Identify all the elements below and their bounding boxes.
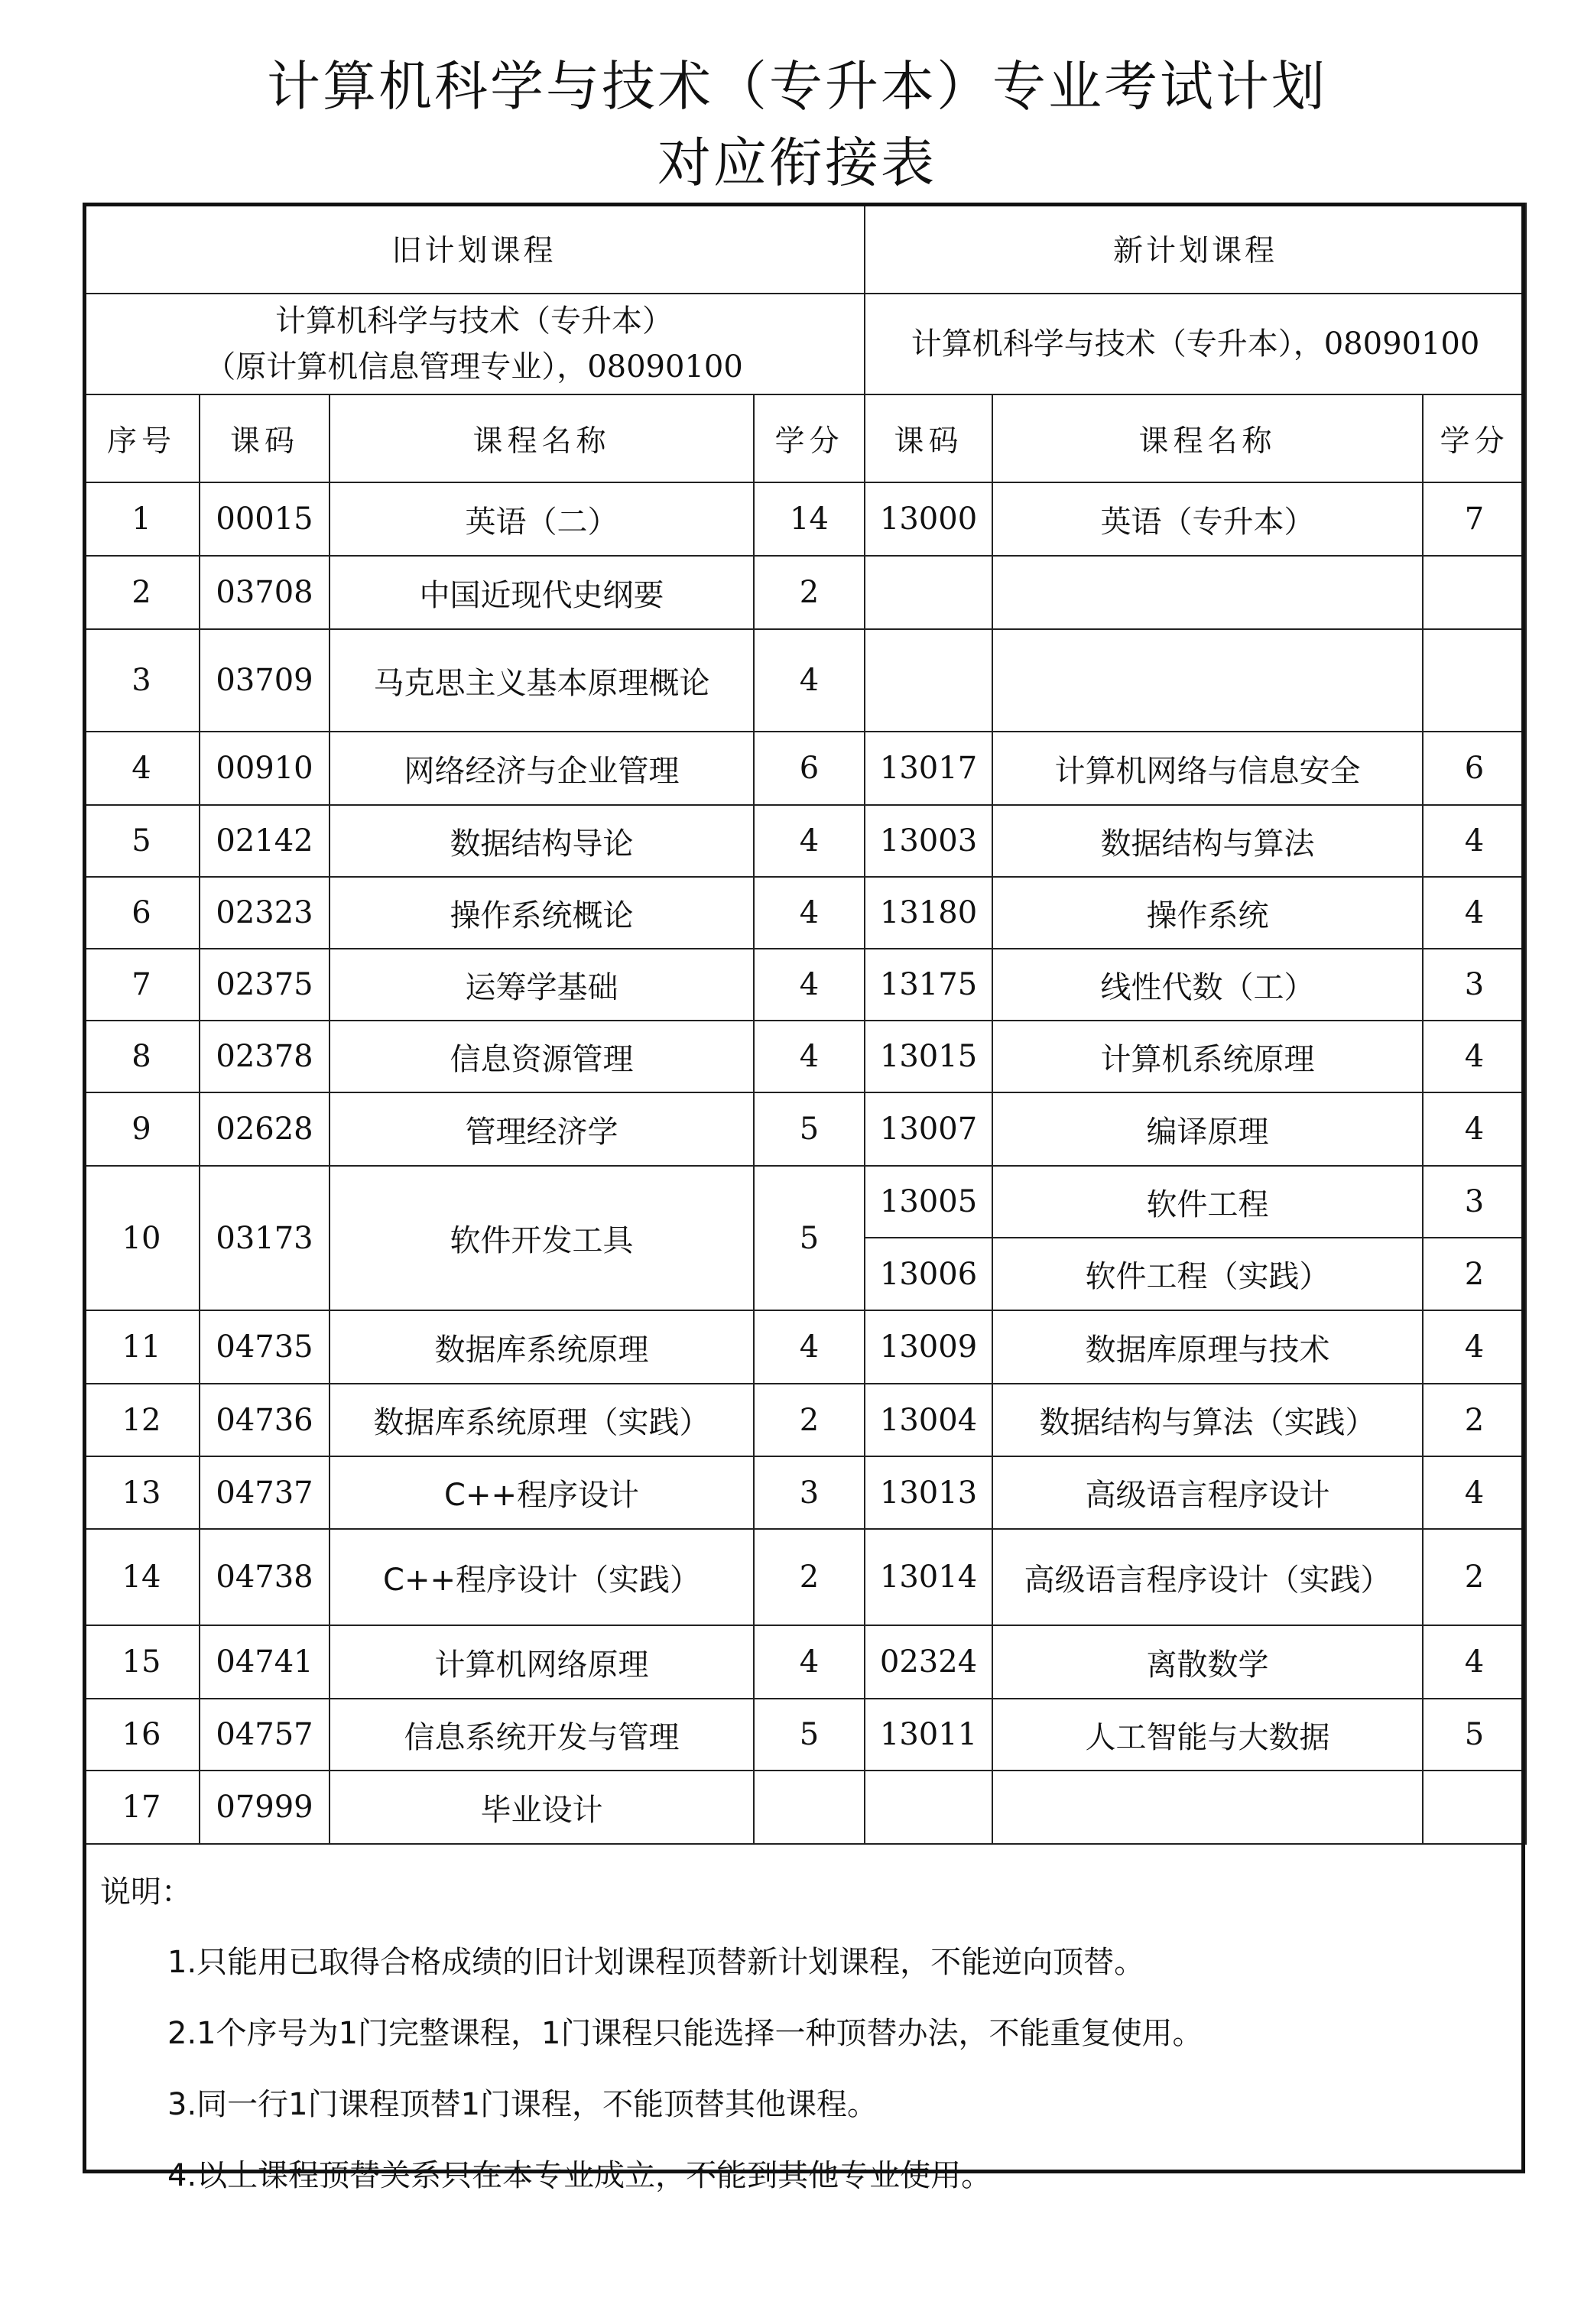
old-name-cell: 计算机网络原理	[330, 1625, 754, 1699]
new-credit-cell: 4	[1423, 877, 1526, 949]
note-item: 2.1个序号为1门完整课程，1门课程只能选择一种顶替办法，不能重复使用。	[167, 2016, 1203, 2051]
new-code-cell: 13003	[865, 805, 992, 877]
old-code-cell: 03708	[200, 556, 330, 629]
new-code-cell: 13011	[865, 1699, 992, 1771]
old-credit-cell: 4	[754, 1625, 865, 1699]
new-name-cell: 离散数学	[992, 1625, 1423, 1699]
old-code-cell: 02323	[200, 877, 330, 949]
new-credit-cell: 4	[1423, 1625, 1526, 1699]
old-code-cell: 00015	[200, 482, 330, 556]
new-name-cell: 数据库原理与技术	[992, 1310, 1423, 1384]
new-code-cell: 13009	[865, 1310, 992, 1384]
new-credit-cell: 4	[1423, 805, 1526, 877]
old-code-cell: 02375	[200, 949, 330, 1021]
col-header-old-name: 课程名称	[330, 394, 754, 482]
new-program-line: 计算机科学与技术（专升本），08090100	[911, 326, 1480, 362]
old-name-cell: 数据结构导论	[330, 805, 754, 877]
col-header-old-credit: 学分	[754, 394, 865, 482]
old-name-cell: 管理经济学	[330, 1092, 754, 1166]
old-credit-cell: 14	[754, 482, 865, 556]
old-program-line1: 计算机科学与技术（专升本）	[275, 303, 673, 339]
table-frame	[83, 203, 1525, 2173]
old-credit-cell: 4	[754, 1021, 865, 1092]
new-name-cell: 高级语言程序设计	[992, 1456, 1423, 1529]
old-name-cell: C++程序设计	[330, 1456, 754, 1529]
old-plan-heading: 旧计划课程	[83, 203, 865, 294]
new-credit-cell: 4	[1423, 1092, 1526, 1166]
seq-cell: 3	[83, 629, 200, 732]
old-name-cell: 操作系统概论	[330, 877, 754, 949]
new-code-cell: 13175	[865, 949, 992, 1021]
new-credit-cell: 3	[1423, 1166, 1526, 1238]
seq-cell: 5	[83, 805, 200, 877]
old-credit-cell: 5	[754, 1092, 865, 1166]
seq-cell: 6	[83, 877, 200, 949]
old-code-cell: 04738	[200, 1529, 330, 1625]
new-code-cell: 13006	[865, 1238, 992, 1310]
old-credit-cell: 5	[754, 1699, 865, 1771]
seq-cell: 15	[83, 1625, 200, 1699]
old-credit-cell: 4	[754, 629, 865, 732]
old-name-cell: 马克思主义基本原理概论	[330, 629, 754, 732]
old-code-cell: 02142	[200, 805, 330, 877]
new-name-cell: 人工智能与大数据	[992, 1699, 1423, 1771]
old-code-cell: 02378	[200, 1021, 330, 1092]
old-code-cell: 04757	[200, 1699, 330, 1771]
old-code-cell: 00910	[200, 732, 330, 805]
seq-cell: 2	[83, 556, 200, 629]
new-credit-cell: 6	[1423, 732, 1526, 805]
old-name-cell: 信息资源管理	[330, 1021, 754, 1092]
old-code-cell: 04741	[200, 1625, 330, 1699]
new-name-cell: 线性代数（工）	[992, 949, 1423, 1021]
old-code-cell: 04735	[200, 1310, 330, 1384]
seq-cell: 1	[83, 482, 200, 556]
col-header-old-code: 课码	[200, 394, 330, 482]
old-credit-cell: 5	[754, 1166, 865, 1310]
new-credit-cell: 2	[1423, 1384, 1526, 1456]
old-name-cell: 软件开发工具	[330, 1166, 754, 1310]
new-code-cell: 13015	[865, 1021, 992, 1092]
new-code-cell: 13180	[865, 877, 992, 949]
new-credit-cell: 4	[1423, 1456, 1526, 1529]
old-name-cell: 网络经济与企业管理	[330, 732, 754, 805]
old-credit-cell: 4	[754, 877, 865, 949]
new-name-cell: 数据结构与算法	[992, 805, 1423, 877]
new-code-cell: 13013	[865, 1456, 992, 1529]
seq-cell: 9	[83, 1092, 200, 1166]
new-name-cell: 数据结构与算法（实践）	[992, 1384, 1423, 1456]
seq-cell: 14	[83, 1529, 200, 1625]
new-credit-cell: 2	[1423, 1238, 1526, 1310]
new-credit-cell: 2	[1423, 1529, 1526, 1625]
new-name-cell: 计算机网络与信息安全	[992, 732, 1423, 805]
seq-cell: 16	[83, 1699, 200, 1771]
old-name-cell: 英语（二）	[330, 482, 754, 556]
new-code-cell: 13017	[865, 732, 992, 805]
old-name-cell: 中国近现代史纲要	[330, 556, 754, 629]
old-name-cell: 毕业设计	[330, 1771, 754, 1844]
new-credit-cell: 5	[1423, 1699, 1526, 1771]
new-credit-cell: 7	[1423, 482, 1526, 556]
new-code-cell: 02324	[865, 1625, 992, 1699]
old-code-cell: 07999	[200, 1771, 330, 1844]
old-credit-cell: 2	[754, 1384, 865, 1456]
new-code-cell: 13000	[865, 482, 992, 556]
note-item: 3.同一行1门课程顶替1门课程，不能顶替其他课程。	[167, 2087, 878, 2122]
old-code-cell: 03173	[200, 1166, 330, 1310]
seq-cell: 17	[83, 1771, 200, 1844]
old-credit-cell: 6	[754, 732, 865, 805]
old-code-cell: 03709	[200, 629, 330, 732]
old-name-cell: C++程序设计（实践）	[330, 1529, 754, 1625]
new-name-cell: 编译原理	[992, 1092, 1423, 1166]
col-header-seq: 序号	[83, 394, 200, 482]
old-name-cell: 数据库系统原理	[330, 1310, 754, 1384]
seq-cell: 11	[83, 1310, 200, 1384]
old-credit-cell: 4	[754, 1310, 865, 1384]
old-credit-cell: 2	[754, 1529, 865, 1625]
seq-cell: 12	[83, 1384, 200, 1456]
old-program-line2: （原计算机信息管理专业），08090100	[205, 349, 743, 385]
notes-title: 说明：	[100, 1874, 192, 1910]
note-item: 4.以上课程顶替关系只在本专业成立，不能到其他专业使用。	[167, 2158, 992, 2193]
new-name-cell: 高级语言程序设计（实践）	[992, 1529, 1423, 1625]
old-credit-cell: 3	[754, 1456, 865, 1529]
new-name-cell: 软件工程	[992, 1166, 1423, 1238]
new-code-cell: 13007	[865, 1092, 992, 1166]
new-name-cell: 操作系统	[992, 877, 1423, 949]
new-name-cell: 计算机系统原理	[992, 1021, 1423, 1092]
page-subtitle: 对应衔接表	[657, 131, 937, 194]
col-header-new-credit: 学分	[1423, 394, 1526, 482]
seq-cell: 10	[83, 1166, 200, 1310]
new-code-cell: 13004	[865, 1384, 992, 1456]
old-name-cell: 数据库系统原理（实践）	[330, 1384, 754, 1456]
note-item: 1.只能用已取得合格成绩的旧计划课程顶替新计划课程，不能逆向顶替。	[167, 1945, 1145, 1980]
old-credit-cell: 4	[754, 805, 865, 877]
old-code-cell: 04737	[200, 1456, 330, 1529]
seq-cell: 7	[83, 949, 200, 1021]
new-credit-cell: 4	[1423, 1310, 1526, 1384]
old-name-cell: 信息系统开发与管理	[330, 1699, 754, 1771]
new-name-cell: 软件工程（实践）	[992, 1238, 1423, 1310]
new-name-cell: 英语（专升本）	[992, 482, 1423, 556]
col-header-new-code: 课码	[865, 394, 992, 482]
old-code-cell: 04736	[200, 1384, 330, 1456]
old-credit-cell: 2	[754, 556, 865, 629]
new-code-cell: 13014	[865, 1529, 992, 1625]
seq-cell: 4	[83, 732, 200, 805]
seq-cell: 13	[83, 1456, 200, 1529]
new-plan-heading: 新计划课程	[865, 203, 1526, 294]
old-credit-cell: 4	[754, 949, 865, 1021]
new-code-cell: 13005	[865, 1166, 992, 1238]
page-title: 计算机科学与技术（专升本）专业考试计划	[267, 55, 1327, 118]
col-header-new-name: 课程名称	[992, 394, 1423, 482]
new-credit-cell: 4	[1423, 1021, 1526, 1092]
old-code-cell: 02628	[200, 1092, 330, 1166]
old-name-cell: 运筹学基础	[330, 949, 754, 1021]
new-credit-cell: 3	[1423, 949, 1526, 1021]
seq-cell: 8	[83, 1021, 200, 1092]
